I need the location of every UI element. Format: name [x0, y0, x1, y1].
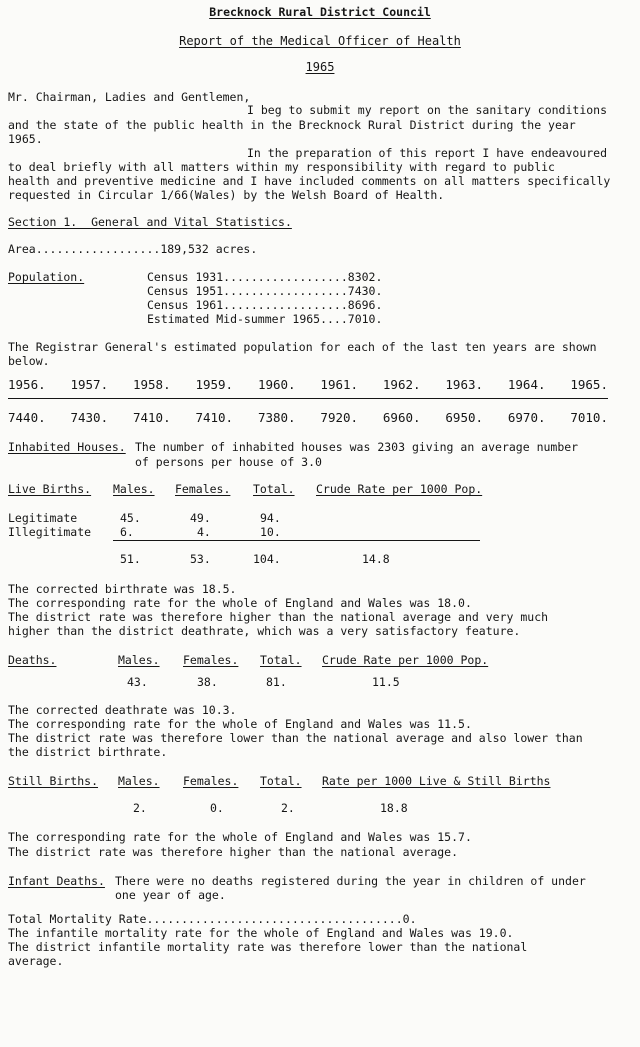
- infant-deaths-label: Infant Deaths.: [8, 874, 105, 888]
- live-births-total-females: 53.: [190, 552, 211, 566]
- infant-note1: The infantile mortality rate for the whole of England and Wales was 19.0.: [8, 926, 514, 940]
- population-cell: 7010.: [570, 410, 608, 425]
- year-cell: 1956.: [8, 377, 46, 392]
- deaths-females-header: Females.: [183, 653, 239, 667]
- deaths-note4: the district birthrate.: [8, 745, 168, 759]
- live-births-males-header: Males.: [113, 482, 155, 496]
- census-1961: Census 1961..................8696.: [147, 298, 383, 312]
- births-note3: The district rate was therefore higher than the national average and very much: [8, 610, 549, 624]
- houses-line2: of persons per house of 3.0: [135, 455, 322, 469]
- year-cell: 1957.: [70, 377, 109, 392]
- deaths-males: 43.: [127, 675, 148, 689]
- illegitimate-total: 10.: [260, 525, 281, 539]
- population-cell: 7920.: [320, 410, 359, 425]
- still-births-label: Still Births.: [8, 774, 99, 788]
- deaths-rate-header: Crude Rate per 1000 Pop.: [322, 653, 489, 667]
- houses-label: Inhabited Houses.: [8, 440, 126, 454]
- deaths-note2: The corresponding rate for the whole of England and Wales was 11.5.: [8, 717, 472, 731]
- live-births-total-males: 51.: [120, 552, 141, 566]
- deaths-females: 38.: [197, 675, 218, 689]
- live-births-females-header: Females.: [175, 482, 231, 496]
- still-births-males: 2.: [133, 801, 147, 815]
- council-name: Brecknock Rural District Council: [209, 5, 431, 19]
- still-births-note2: The district rate was therefore higher than the national average.: [8, 845, 459, 859]
- population-cell: 6960.: [382, 410, 421, 425]
- population-cell: 6950.: [445, 410, 484, 425]
- legitimate-total: 94.: [260, 511, 281, 525]
- still-births-males-header: Males.: [118, 774, 160, 788]
- live-births-crude-rate: 14.8: [362, 552, 390, 566]
- population-cell: 7380.: [257, 410, 296, 425]
- live-births-total-header: Total.: [253, 482, 295, 496]
- births-note1: The corrected birthrate was 18.5.: [8, 582, 237, 596]
- population-cell: 7430.: [70, 410, 109, 425]
- year-cell: 1959.: [195, 377, 234, 392]
- live-births-label: Live Births.: [8, 482, 92, 496]
- year-cell: 1958.: [132, 377, 171, 392]
- deaths-males-header: Males.: [118, 653, 160, 667]
- still-births-females: 0.: [210, 801, 224, 815]
- legitimate-females: 49.: [190, 511, 211, 525]
- infant-deaths-line1: There were no deaths registered during the year in children of under: [115, 874, 586, 888]
- total-mortality-rate: Total Mortality Rate.....................................0.: [8, 912, 417, 926]
- births-note2: The corresponding rate for the whole of England and Wales was 18.0.: [8, 596, 472, 610]
- census-1931: Census 1931..................8302.: [147, 270, 383, 284]
- population-cell: 7410.: [132, 410, 171, 425]
- infant-note2: The district infantile mortality rate was therefore lower than the national: [8, 940, 528, 954]
- population-cell: 7440.: [8, 410, 46, 425]
- live-births-total: 104.: [253, 552, 281, 566]
- registrar-line1: The Registrar General's estimated population for each of the last ten years are shown: [8, 340, 597, 354]
- live-births-rule: [113, 540, 480, 541]
- intro-p2-line4: requested in Circular 1/66(Wales) by the Welsh Board of Health.: [8, 188, 445, 202]
- registrar-line2: below.: [8, 354, 50, 368]
- houses-line1: The number of inhabited houses was 2303 giving an average number: [135, 440, 579, 454]
- deaths-total-header: Total.: [260, 653, 302, 667]
- infant-deaths-line2: one year of age.: [115, 888, 226, 902]
- section1-heading: Section 1. General and Vital Statistics.: [8, 215, 292, 229]
- intro-p1-line1: I beg to submit my report on the sanitary conditions: [247, 103, 608, 117]
- deaths-note3: The district rate was therefore lower than the national average and also lower than: [8, 731, 583, 745]
- illegitimate-females: 4.: [197, 525, 211, 539]
- deaths-total: 81.: [266, 675, 287, 689]
- population-label: Population.: [8, 270, 85, 284]
- illegitimate-label: Illegitimate: [8, 525, 92, 539]
- estimate-1965: Estimated Mid-summer 1965....7010.: [147, 312, 383, 326]
- legitimate-label: Legitimate: [8, 511, 78, 525]
- illegitimate-males: 6.: [120, 525, 134, 539]
- years-row: [8, 378, 608, 392]
- deaths-crude-rate: 11.5: [372, 675, 400, 689]
- year-cell: 1962.: [382, 377, 421, 392]
- still-births-rate-header: Rate per 1000 Live & Still Births: [322, 774, 551, 788]
- still-births-rate: 18.8: [380, 801, 408, 815]
- year-cell: 1961.: [320, 377, 359, 392]
- intro-p1-line2: and the state of the public health in the Brecknock Rural District during the year: [8, 118, 576, 132]
- year-cell: 1964.: [507, 377, 546, 392]
- report-year: 1965: [305, 60, 335, 74]
- area-line: Area..................189,532 acres.: [8, 242, 258, 256]
- deaths-note1: The corrected deathrate was 10.3.: [8, 703, 237, 717]
- intro-p2-line1: In the preparation of this report I have endeavoured: [247, 146, 608, 160]
- population-cell: 6970.: [507, 410, 546, 425]
- populations-row: [8, 411, 608, 425]
- years-rule: [8, 398, 608, 399]
- year-cell: 1960.: [257, 377, 296, 392]
- infant-note3: average.: [8, 954, 64, 968]
- year-cell: 1965.: [570, 377, 608, 392]
- report-title: Report of the Medical Officer of Health: [179, 34, 461, 48]
- legitimate-males: 45.: [120, 511, 141, 525]
- intro-p2-line2: to deal briefly with all matters within my responsibility with regard to public: [8, 160, 555, 174]
- population-cell: 7410.: [195, 410, 234, 425]
- year-cell: 1963.: [445, 377, 484, 392]
- intro-p1-line3: 1965.: [8, 132, 43, 146]
- births-note4: higher than the district deathrate, which was a very satisfactory feature.: [8, 624, 521, 638]
- salutation: Mr. Chairman, Ladies and Gentlemen,: [8, 90, 251, 104]
- still-births-note1: The corresponding rate for the whole of England and Wales was 15.7.: [8, 830, 472, 844]
- still-births-females-header: Females.: [183, 774, 239, 788]
- still-births-total-header: Total.: [260, 774, 302, 788]
- deaths-label: Deaths.: [8, 653, 57, 667]
- census-1951: Census 1951..................7430.: [147, 284, 383, 298]
- live-births-rate-header: Crude Rate per 1000 Pop.: [316, 482, 483, 496]
- intro-p2-line3: health and preventive medicine and I have included comments on all matters specifically: [8, 174, 611, 188]
- still-births-total: 2.: [281, 801, 295, 815]
